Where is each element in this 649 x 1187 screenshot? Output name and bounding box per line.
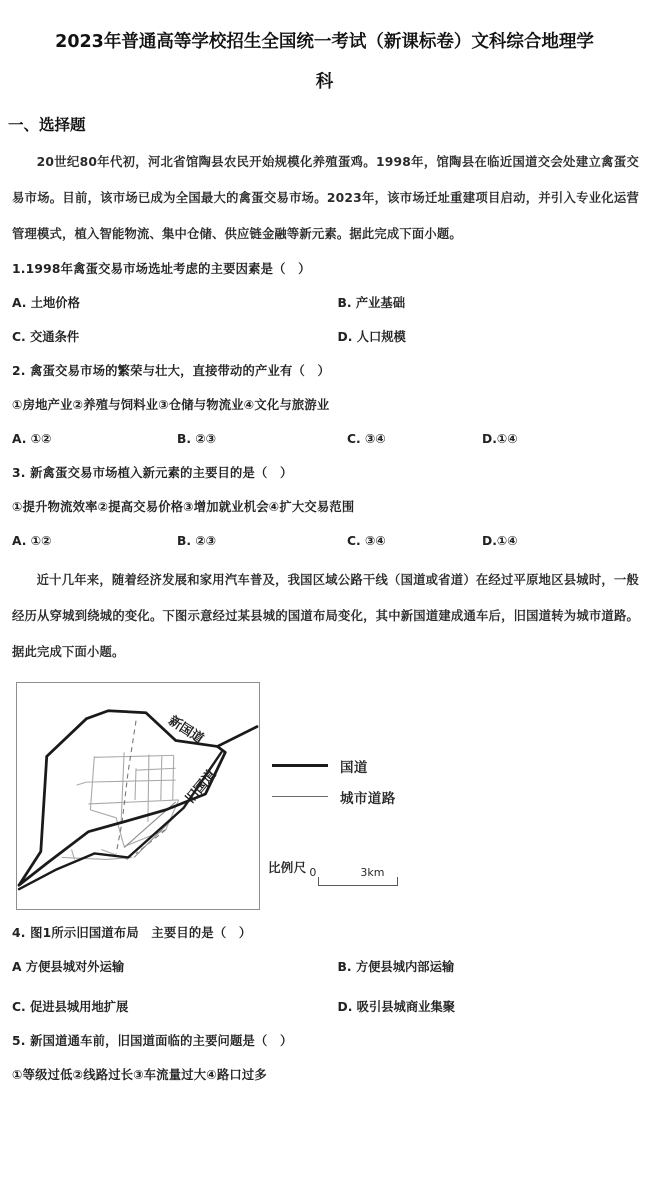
question-3-option-c[interactable]: C. ③④ [347,534,386,548]
question-4-options [12,950,639,984]
question-2-stem: 2. 禽蛋交易市场的繁荣与壮大，直接带动的产业有（ ） [12,364,331,378]
question-1-stem: 1.1998年禽蛋交易市场选址考虑的主要因素是（ ） [12,262,311,276]
question-5-subitems: ①等级过低②线路过长③车流量过大④路口过多 [12,1068,267,1082]
page-title [0,0,649,102]
question-3-option-d[interactable]: D.①④ [482,534,518,548]
map-diagram [16,682,260,910]
national-road-line-icon [272,764,328,767]
city-road-line-icon [272,796,328,797]
scale-bar-min: 0 [309,866,317,879]
question-5-stem: 5. 新国道通车前，旧国道面临的主要问题是（ ） [12,1034,293,1048]
question-1-options [12,286,639,320]
passage-2: 近十几年来，随着经济发展和家用汽车普及，我国区域公路干线（国道或省道）在经过平原地区县城时，一般经历从穿城到绕城的变化。下图示意经过某县城的国道布局变化，其中新国道建成通车后，旧国道转为城市道路。据此完成下面小题。 [12,573,639,659]
map-label-new-highway: 新国道 [165,713,207,748]
question-2-option-c[interactable]: C. ③④ [347,432,386,446]
figure-1 [0,678,649,916]
scale-bar-title: 比例尺 [268,860,307,875]
city-road-network [62,752,179,859]
question-1-option-d[interactable]: D. 人口规模 [337,330,406,344]
legend-label-national-road: 国道 [340,759,368,776]
question-4 [0,916,649,1024]
map-scale-bar [268,856,448,886]
question-2-option-b[interactable]: B. ②③ [177,432,217,446]
question-1-options-row2 [12,320,639,354]
question-5 [0,1024,649,1092]
question-4-option-a[interactable]: A 方便县城对外运输 [12,960,125,974]
question-3-stem: 3. 新禽蛋交易市场植入新元素的主要目的是（ ） [12,466,293,480]
question-1 [0,252,649,354]
passage-1: 20世纪80年代初，河北省馆陶县农民开始规模化养殖蛋鸡。1998年，馆陶县在临近国道交会处建立禽蛋交易市场。目前，该市场已成为全国最大的禽蛋交易市场。2023年，该市场迁址重建项目启动，并引入专业化运营管理模式，植入智能物流、集中仓储、供应链金融等新元素。据此完成下面小题。 [12,155,639,241]
question-3-option-b[interactable]: B. ②③ [177,534,217,548]
question-4-stem: 4. 图1所示旧国道布局 主要目的是（ ） [12,926,252,940]
legend-label-city-road: 城市道路 [340,790,396,807]
question-4-option-c[interactable]: C. 促进县城用地扩展 [12,1000,129,1014]
question-2-option-a[interactable]: A. ①② [12,432,52,446]
scale-bar-bracket-icon [318,877,398,886]
question-1-option-c[interactable]: C. 交通条件 [12,330,80,344]
question-2-subitems: ①房地产业②养殖与饲料业③仓储与物流业④文化与旅游业 [12,398,330,412]
map-label-old-highway: 旧国道 [183,767,220,807]
section-heading-choice: 一、选择题 [8,116,86,134]
map-svg [17,683,259,909]
question-4-option-d[interactable]: D. 吸引县城商业集聚 [337,1000,456,1014]
question-2-option-d[interactable]: D.①④ [482,432,518,446]
question-1-option-a[interactable]: A. 土地价格 [12,296,80,310]
question-3-options [12,524,639,558]
page-title-line1: 2023年普通高等学校招生全国统一考试（新课标卷）文科综合地理学 [55,32,594,52]
legend-item-national-road [272,750,462,781]
question-2-options [12,422,639,456]
map-legend [272,750,462,812]
question-4-option-b[interactable]: B. 方便县城内部运输 [337,960,455,974]
scale-bar-labels [268,856,448,879]
legend-item-city-road [272,781,462,812]
page-title-line2: 科 [315,72,334,92]
question-2 [0,354,649,456]
question-3-subitems: ①提升物流效率②提高交易价格③增加就业机会④扩大交易范围 [12,500,355,514]
question-4-options-row2 [12,990,639,1024]
question-3 [0,456,649,558]
scale-bar-max: 3km [360,866,385,879]
question-3-option-a[interactable]: A. ①② [12,534,52,548]
old-national-highway-line [19,752,221,889]
new-highway-east-branch [217,727,257,747]
question-1-option-b[interactable]: B. 产业基础 [337,296,406,310]
